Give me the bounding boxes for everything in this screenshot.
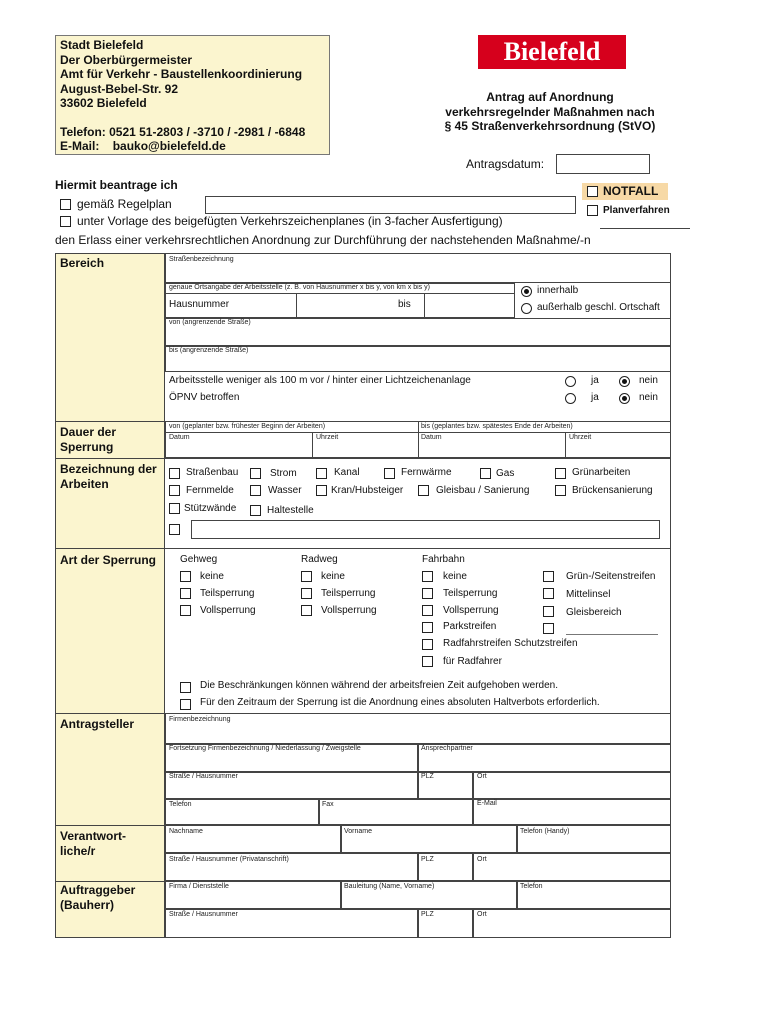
- ausserhalb-radio[interactable]: [521, 303, 532, 314]
- gruenarbeiten-checkbox[interactable]: [555, 468, 566, 479]
- arbeiten-label: Grünarbeiten: [572, 467, 631, 478]
- field-caption: Ort: [477, 856, 487, 863]
- vorlage-label: unter Vorlage des beigefügten Verkehrszeichenplanes (in 3-facher Ausfertigung): [77, 214, 503, 228]
- field-caption: genaue Ortsangabe der Arbeitsstelle (z. B. von Hausnummer x bis y, von km x bis y): [169, 284, 430, 291]
- gehweg-heading: Gehweg: [180, 554, 218, 565]
- option-label: Teilsperrung: [443, 588, 498, 599]
- innerhalb-label: innerhalb: [537, 285, 579, 296]
- field-caption: Telefon: [520, 883, 543, 890]
- address-line: Amt für Verkehr - Baustellenkoordinierung: [60, 67, 303, 81]
- address-block: [55, 35, 330, 155]
- option-label: keine: [443, 571, 467, 582]
- date-label: Antragsdatum:: [466, 157, 545, 171]
- arbeiten-label: Kran/Hubsteiger: [331, 485, 404, 496]
- radfahrstreifen-checkbox[interactable]: [422, 639, 433, 650]
- field-caption: von (geplanter bzw. frühester Beginn der Arbeiten): [169, 423, 326, 430]
- option-label: Teilsperrung: [200, 588, 255, 599]
- date-input[interactable]: [556, 154, 650, 174]
- bis-label: bis: [398, 299, 411, 310]
- field-caption: Firmenbezeichnung: [169, 716, 231, 723]
- arbeiten-label: Kanal: [334, 467, 360, 478]
- field-caption: Straße / Hausnummer: [169, 911, 238, 918]
- lichtzeichen-ja-radio[interactable]: [565, 376, 576, 387]
- field-caption: bis (angrenzende Straße): [169, 347, 249, 354]
- mittelinsel-checkbox[interactable]: [543, 588, 554, 599]
- notfall-checkbox[interactable]: [587, 186, 598, 197]
- ja-label: ja: [591, 375, 599, 386]
- gleisbereich-checkbox[interactable]: [543, 606, 554, 617]
- arbeiten-label: Haltestelle: [267, 505, 314, 516]
- divider: [55, 458, 671, 459]
- divider: [418, 421, 419, 458]
- address-line: Der Oberbürgermeister: [60, 52, 193, 67]
- divider: [165, 293, 515, 294]
- option-label: Vollsperrung: [443, 605, 499, 616]
- field-caption: Ort: [477, 911, 487, 918]
- option-label: Mittelinsel: [566, 589, 611, 600]
- field-caption: Fax: [322, 801, 334, 808]
- section-bereich: Bereich: [60, 256, 105, 270]
- fernwaerme-checkbox[interactable]: [384, 468, 395, 479]
- section-dauer: Dauer der Sperrung: [60, 425, 117, 454]
- fax-field[interactable]: [319, 799, 473, 825]
- field-caption: PLZ: [421, 911, 434, 918]
- field-caption: Nachname: [169, 828, 203, 835]
- field-caption: Ort: [477, 773, 487, 780]
- arbeiten-label: Gleisbau / Sanierung: [436, 485, 530, 496]
- oepnv-label: ÖPNV betroffen: [169, 392, 240, 403]
- field-caption: Datum: [421, 434, 442, 441]
- planverfahren-label: Planverfahren: [603, 205, 670, 216]
- radweg-voll-checkbox[interactable]: [301, 605, 312, 616]
- strassenbau-checkbox[interactable]: [169, 468, 180, 479]
- lichtzeichen-nein-radio[interactable]: [619, 376, 630, 387]
- sonstiges-input[interactable]: [191, 520, 660, 539]
- field-caption: Straßenbezeichnung: [169, 256, 234, 263]
- fahrbahn-voll-checkbox[interactable]: [422, 605, 433, 616]
- phone: Telefon: 0521 51-2803 / -3710 / -2981 / -6848: [60, 124, 306, 139]
- field-caption: Bauleitung (Name, Vorname): [344, 883, 435, 890]
- section-antragsteller: Antragsteller: [60, 717, 135, 731]
- arbeiten-label: Wasser: [268, 485, 302, 496]
- request-heading: Hiermit beantrage ich: [55, 178, 178, 192]
- section-sperrung: Art der Sperrung: [60, 553, 157, 567]
- fahrbahn-teil-checkbox[interactable]: [422, 588, 433, 599]
- fahrbahn-keine-checkbox[interactable]: [422, 571, 433, 582]
- wasser-checkbox[interactable]: [250, 485, 261, 496]
- ort-field[interactable]: [473, 772, 671, 799]
- ort-field[interactable]: [473, 909, 671, 938]
- option-label: Teilsperrung: [321, 588, 376, 599]
- beschraenkung-checkbox[interactable]: [180, 682, 191, 693]
- field-caption: Vorname: [344, 828, 373, 835]
- vorlage-checkbox[interactable]: [60, 216, 71, 227]
- address-line: 33602 Bielefeld: [60, 96, 147, 110]
- option-label: keine: [200, 571, 224, 582]
- oepnv-ja-radio[interactable]: [565, 393, 576, 404]
- divider: [55, 548, 671, 549]
- note-text: Die Beschränkungen können während der arbeitsfreien Zeit aufgehoben werden.: [200, 680, 559, 691]
- field-caption: Telefon (Handy): [520, 828, 570, 835]
- parkstreifen-checkbox[interactable]: [422, 622, 433, 633]
- ja-label: ja: [591, 392, 599, 403]
- field-caption: bis (geplantes bzw. spätestes Ende der Arbeiten): [421, 423, 573, 430]
- field-caption: Telefon: [169, 801, 192, 808]
- divider: [600, 228, 690, 229]
- field-caption: Fortsetzung Firmenbezeichnung / Niederlassung / Zweigstelle: [169, 745, 361, 752]
- divider: [296, 293, 297, 318]
- section-arbeiten: Bezeichnung der Arbeiten: [60, 462, 157, 491]
- note-text: Für den Zeitraum der Sperrung ist die Anordnung eines absoluten Haltverbots erforderlich.: [200, 697, 600, 708]
- divider: [312, 432, 313, 458]
- field-caption: E-Mail: [477, 800, 497, 807]
- option-label: Vollsperrung: [200, 605, 256, 616]
- regelplan-label: gemäß Regelplan: [77, 197, 172, 211]
- option-label: Grün-/Seitenstreifen: [566, 571, 656, 582]
- option-label: Parkstreifen: [443, 621, 497, 632]
- divider: [424, 293, 425, 318]
- field-caption: Datum: [169, 434, 190, 441]
- stuetzwaende-checkbox[interactable]: [169, 503, 180, 514]
- email-field[interactable]: [473, 799, 671, 825]
- gruenstreifen-checkbox[interactable]: [543, 571, 554, 582]
- arbeiten-label: Strom: [270, 468, 297, 479]
- arbeiten-label: Fernwärme: [401, 467, 452, 478]
- title-line: Antrag auf Anordnung: [486, 90, 614, 104]
- field-caption: PLZ: [421, 856, 434, 863]
- innerhalb-radio[interactable]: [521, 286, 532, 297]
- field-caption: Uhrzeit: [569, 434, 592, 441]
- gas-checkbox[interactable]: [480, 468, 491, 479]
- radweg-keine-checkbox[interactable]: [301, 571, 312, 582]
- arbeiten-label: Fernmelde: [186, 485, 234, 496]
- title-line: verkehrsregelnder Maßnahmen nach: [445, 104, 655, 119]
- fahrbahn-heading: Fahrbahn: [422, 554, 465, 565]
- email-label: E-Mail:: [60, 139, 100, 153]
- fuer-radfahrer-checkbox[interactable]: [422, 656, 433, 667]
- field-caption: Straße / Hausnummer (Privatanschrift): [169, 856, 289, 863]
- sonstige-fahrbahn-checkbox[interactable]: [543, 623, 554, 634]
- notfall-label: NOTFALL: [603, 184, 659, 198]
- field-caption: PLZ: [421, 773, 434, 780]
- field-caption: Ansprechpartner: [421, 745, 473, 752]
- divider: [565, 432, 566, 458]
- kran-checkbox[interactable]: [316, 485, 327, 496]
- erlass-text: den Erlass einer verkehrsrechtlichen Anordnung zur Durchführung der nachstehenden Maßnahme/-n: [55, 233, 591, 247]
- planverfahren-checkbox[interactable]: [587, 205, 598, 216]
- brueckensanierung-checkbox[interactable]: [555, 485, 566, 496]
- gehweg-teil-checkbox[interactable]: [180, 588, 191, 599]
- address-line: Stadt Bielefeld: [60, 38, 144, 52]
- ausserhalb-label: außerhalb geschl. Ortschaft: [537, 302, 660, 313]
- lichtzeichen-label: Arbeitsstelle weniger als 100 m vor / hinter einer Lichtzeichenanlage: [169, 375, 471, 386]
- haltestelle-checkbox[interactable]: [250, 505, 261, 516]
- radweg-heading: Radweg: [301, 554, 338, 565]
- oepnv-nein-radio[interactable]: [619, 393, 630, 404]
- option-label: Radfahrstreifen Schutzstreifen: [443, 638, 578, 649]
- ort-field[interactable]: [473, 853, 671, 881]
- gleisbau-checkbox[interactable]: [418, 485, 429, 496]
- gehweg-keine-checkbox[interactable]: [180, 571, 191, 582]
- sonstiges-checkbox[interactable]: [169, 524, 180, 535]
- title-line: § 45 Straßenverkehrsordnung (StVO): [444, 119, 656, 133]
- arbeiten-label: Gas: [496, 468, 515, 479]
- email: bauko@bielefeld.de: [112, 139, 226, 153]
- field-caption: Straße / Hausnummer: [169, 773, 238, 780]
- section-verantwortliche: Verantwort-liche/r: [60, 829, 127, 858]
- strom-checkbox[interactable]: [250, 468, 261, 479]
- regelplan-checkbox[interactable]: [60, 199, 71, 210]
- field-caption: Firma / Dienststelle: [169, 883, 229, 890]
- arbeiten-label: Brückensanierung: [572, 485, 653, 496]
- option-label: für Radfahrer: [443, 656, 502, 667]
- fill-in-line[interactable]: [566, 634, 658, 635]
- hausnummer-label: Hausnummer: [169, 299, 230, 310]
- regelplan-input[interactable]: [205, 196, 576, 214]
- radweg-teil-checkbox[interactable]: [301, 588, 312, 599]
- fernmelde-checkbox[interactable]: [169, 485, 180, 496]
- option-label: keine: [321, 571, 345, 582]
- kanal-checkbox[interactable]: [316, 468, 327, 479]
- option-label: Gleisbereich: [566, 607, 622, 618]
- address-line: August-Bebel-Str. 92: [60, 81, 179, 96]
- strassenbezeichnung-field[interactable]: [165, 253, 671, 283]
- option-label: Vollsperrung: [321, 605, 377, 616]
- nein-label: nein: [639, 392, 658, 403]
- bielefeld-logo: Bielefeld: [478, 35, 626, 69]
- firmenbezeichnung-field[interactable]: [165, 713, 671, 744]
- field-caption: Uhrzeit: [316, 434, 339, 441]
- haltverbot-checkbox[interactable]: [180, 699, 191, 710]
- nein-label: nein: [639, 375, 658, 386]
- section-auftraggeber: Auftraggeber (Bauherr): [60, 883, 136, 912]
- arbeiten-label: Stützwände: [184, 503, 237, 514]
- gehweg-voll-checkbox[interactable]: [180, 605, 191, 616]
- form-title: [420, 90, 680, 134]
- arbeiten-label: Straßenbau: [186, 467, 239, 478]
- field-caption: von (angrenzende Straße): [169, 319, 251, 326]
